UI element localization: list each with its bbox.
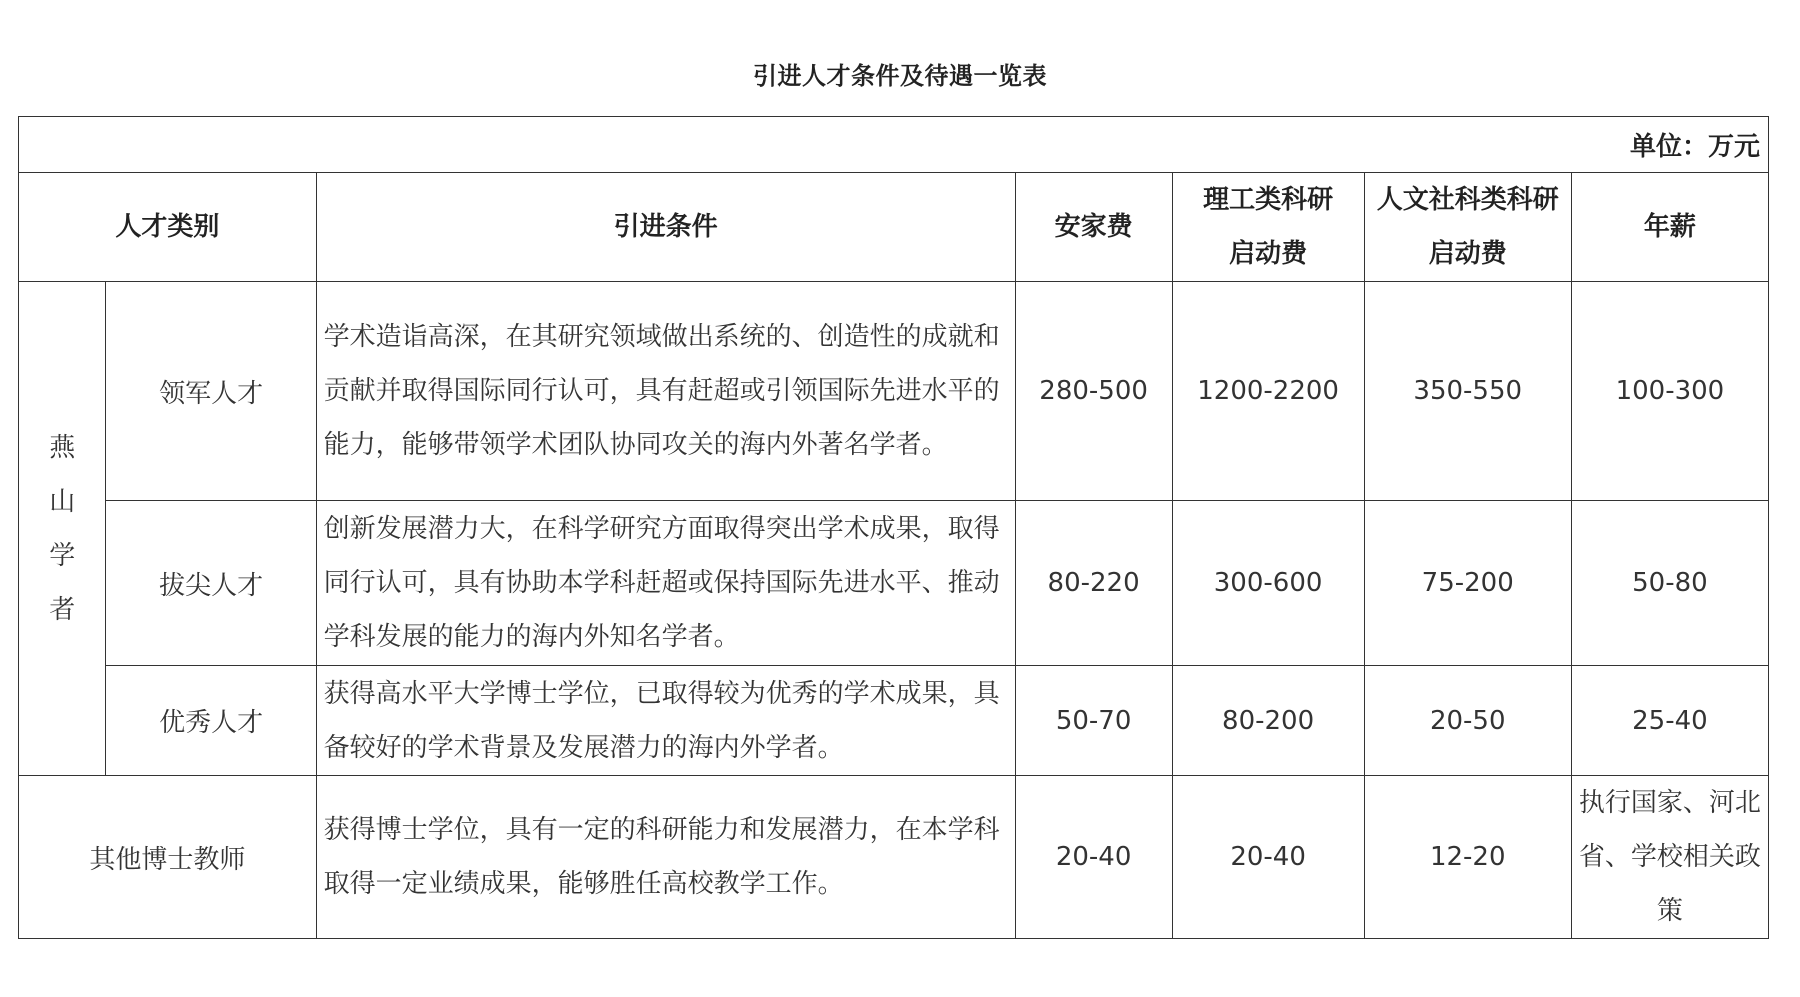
housing-cell: 80-220 [1015,501,1172,666]
header-salary: 年薪 [1571,173,1768,282]
humanities-startup-cell: 75-200 [1364,501,1571,666]
category-cell: 领军人才 [106,282,316,501]
science-startup-cell: 20-40 [1172,776,1364,939]
humanities-startup-cell: 12-20 [1364,776,1571,939]
header-humanities-startup-line2: 启动费 [1428,239,1507,269]
humanities-startup-cell: 350-550 [1364,282,1571,501]
unit-row [19,117,1769,173]
table-row [19,501,1769,666]
science-startup-cell: 300-600 [1172,501,1364,666]
page-title: 引进人才条件及待遇一览表 [753,62,1047,90]
header-category: 人才类别 [19,173,317,282]
category-cell: 拔尖人才 [106,501,316,666]
salary-cell: 执行国家、河北省、学校相关政策 [1571,776,1768,939]
science-startup-cell: 1200-2200 [1172,282,1364,501]
condition-cell: 学术造诣高深，在其研究领域做出系统的、创造性的成就和贡献并取得国际同行认可，具有赶超或引领国际先进水平的能力，能够带领学术团队协同攻关的海内外著名学者。 [316,282,1015,501]
header-science-startup [1172,173,1364,282]
header-science-startup-line1: 理工类科研 [1203,185,1334,215]
group-label-char: 学 [49,540,76,571]
condition-cell: 创新发展潜力大，在科学研究方面取得突出学术成果，取得同行认可，具有协助本学科赶超或保持国际先进水平、推动学科发展的能力的海内外知名学者。 [316,501,1015,666]
science-startup-cell: 80-200 [1172,666,1364,776]
housing-cell: 50-70 [1015,666,1172,776]
table-row [19,282,1769,501]
category-cell: 其他博士教师 [19,776,317,939]
table-row [19,776,1769,939]
category-cell: 优秀人才 [106,666,316,776]
header-science-startup-line2: 启动费 [1229,239,1308,269]
salary-cell: 100-300 [1571,282,1768,501]
header-row [19,173,1769,282]
header-humanities-startup [1364,173,1571,282]
header-condition: 引进条件 [316,173,1015,282]
header-housing: 安家费 [1015,173,1172,282]
condition-cell: 获得博士学位，具有一定的科研能力和发展潜力，在本学科取得一定业绩成果，能够胜任高校教学工作。 [316,776,1015,939]
table-row [19,666,1769,776]
group-label-char: 山 [49,486,76,517]
housing-cell: 20-40 [1015,776,1172,939]
condition-cell: 获得高水平大学博士学位，已取得较为优秀的学术成果，具备较好的学术背景及发展潜力的海内外学者。 [316,666,1015,776]
unit-label: 单位：万元 [19,117,1769,173]
humanities-startup-cell: 20-50 [1364,666,1571,776]
group-label-char: 燕 [49,432,76,463]
group-label-yanshan-scholar [19,282,106,776]
group-label-char: 者 [49,594,76,625]
header-humanities-startup-line1: 人文社科类科研 [1376,185,1559,215]
housing-cell: 280-500 [1015,282,1172,501]
salary-cell: 25-40 [1571,666,1768,776]
salary-cell: 50-80 [1571,501,1768,666]
talent-table [18,116,1769,939]
